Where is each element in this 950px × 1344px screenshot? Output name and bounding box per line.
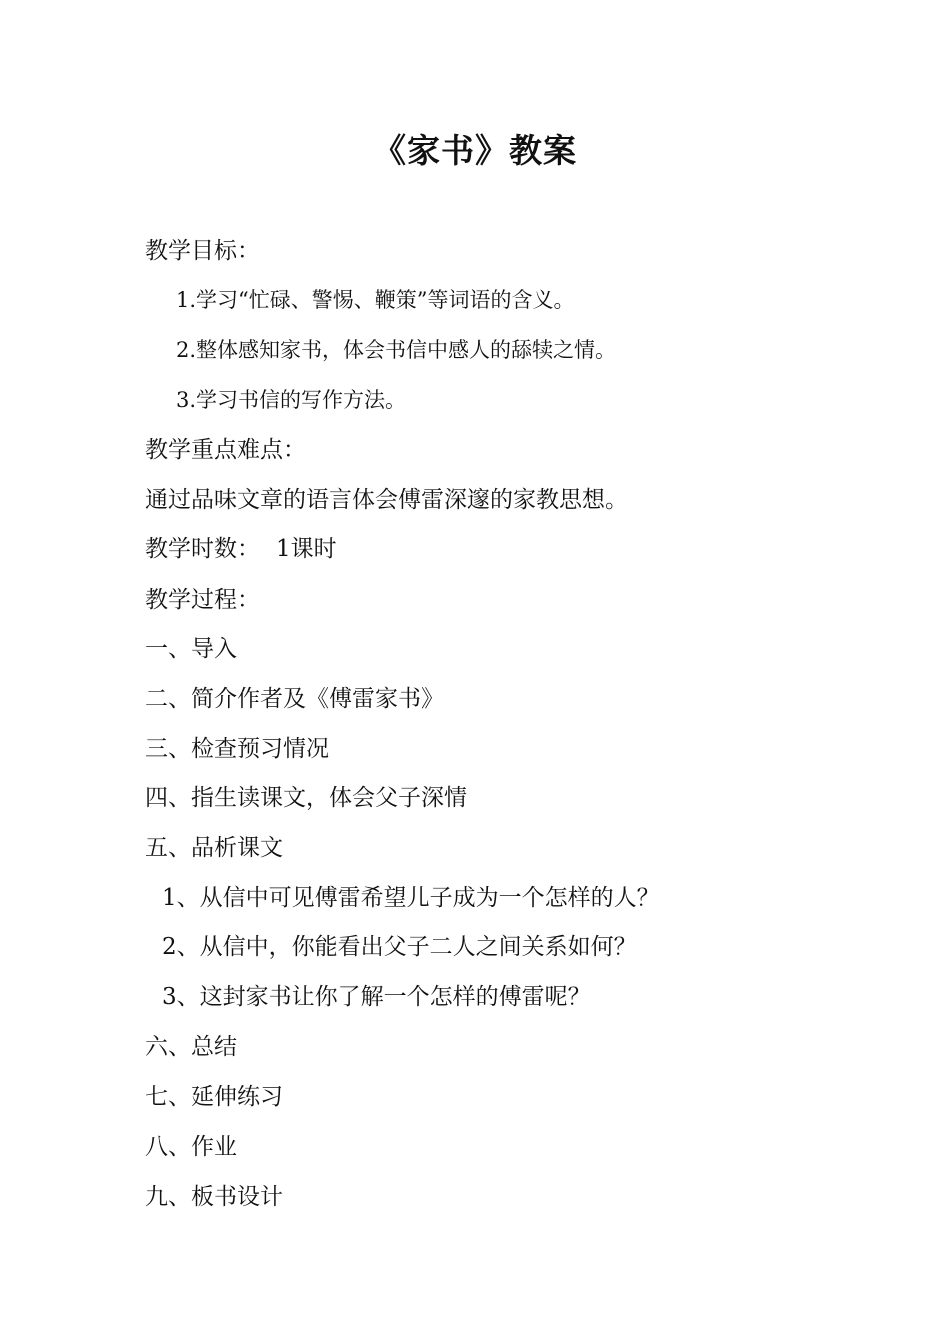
question-item-2: 2、从信中，你能看出父子二人之间关系如何？ xyxy=(162,934,637,960)
teaching-hours xyxy=(145,533,337,565)
objective-item-2: 2.整体感知家书，体会书信中感人的舔犊之情。 xyxy=(176,338,617,362)
teaching-hours-value: 1课时 xyxy=(276,536,337,562)
process-heading: 教学过程： xyxy=(145,587,260,613)
process-step-6: 六、总结 xyxy=(145,1034,237,1060)
process-step-9: 九、板书设计 xyxy=(145,1184,283,1210)
question-item-1: 1、从信中可见傅雷希望儿子成为一个怎样的人？ xyxy=(162,885,660,911)
teaching-hours-label: 教学时数： xyxy=(145,536,260,562)
keypoints-text: 通过品味文章的语言体会傅雷深邃的家教思想。 xyxy=(145,487,628,513)
question-item-3: 3、这封家书让你了解一个怎样的傅雷呢？ xyxy=(162,984,591,1010)
process-step-7: 七、延伸练习 xyxy=(145,1084,283,1110)
objectives-heading: 教学目标： xyxy=(145,238,260,264)
process-step-3: 三、检查预习情况 xyxy=(145,736,329,762)
process-step-1: 一、导入 xyxy=(145,636,237,662)
process-step-2: 二、简介作者及《傅雷家书》 xyxy=(145,686,444,712)
objective-item-3: 3.学习书信的写作方法。 xyxy=(176,388,407,412)
objective-item-1: 1.学习“忙碌、警惕、鞭策”等词语的含义。 xyxy=(176,288,575,312)
document-title: 《家书》教案 xyxy=(373,131,577,170)
process-step-4: 四、指生读课文，体会父子深情 xyxy=(145,785,467,811)
process-step-8: 八、作业 xyxy=(145,1134,237,1160)
keypoints-heading: 教学重点难点： xyxy=(145,437,306,463)
process-step-5: 五、品析课文 xyxy=(145,835,283,861)
